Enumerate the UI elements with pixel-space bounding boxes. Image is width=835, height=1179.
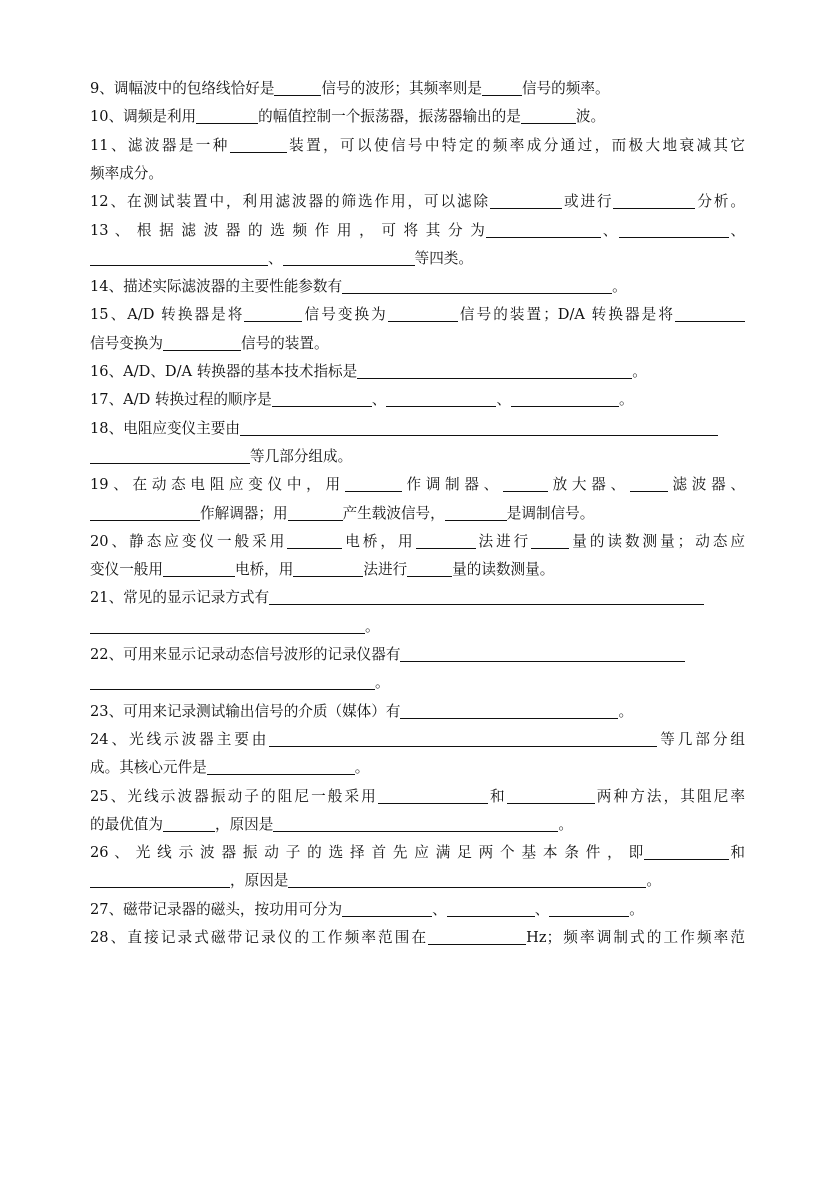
question-text: 17、A/D 转换过程的顺序是 — [90, 391, 272, 409]
question-text: 26 、 光 线 示 波 器 振 动 子 的 选 择 首 先 应 满 足 两 个 基 本 条 件 ， 即 — [90, 844, 645, 862]
question-line — [90, 444, 745, 470]
question-line — [90, 585, 745, 611]
fill-in-blank[interactable] — [378, 786, 488, 804]
fill-in-blank[interactable] — [644, 842, 729, 860]
question-text: 信号变换为 — [302, 306, 388, 324]
fill-in-blank[interactable] — [549, 899, 629, 917]
fill-in-blank[interactable] — [675, 304, 745, 322]
question-text: 频率成分。 — [90, 164, 163, 182]
question-line — [90, 133, 745, 159]
question-text: 28、直接记录式磁带记录仪的工作频率范围在 — [90, 929, 429, 946]
fill-in-blank[interactable] — [90, 446, 250, 464]
fill-in-blank[interactable] — [345, 474, 402, 492]
fill-in-blank[interactable] — [283, 248, 415, 266]
fill-in-blank[interactable] — [482, 78, 522, 96]
fill-in-blank[interactable] — [163, 333, 241, 351]
question-text: 电桥，用 — [234, 561, 294, 579]
fill-in-blank[interactable] — [163, 559, 235, 577]
fill-in-blank[interactable] — [407, 559, 452, 577]
question-text: 分析。 — [695, 193, 745, 211]
question-text: 。 — [618, 702, 634, 720]
fill-in-blank[interactable] — [269, 587, 704, 605]
question-text: Hz；频率调制式的工作频率范 — [526, 929, 745, 946]
question-text: 信号的波形；其频率则是 — [321, 80, 482, 97]
question-text: 两种方法，其阻尼率 — [594, 787, 745, 805]
fill-in-blank[interactable] — [357, 361, 632, 379]
question-text: 13 、 根 据 滤 波 器 的 选 频 作 用 ， 可 将 其 分 为 — [90, 221, 487, 239]
fill-in-blank[interactable] — [619, 220, 729, 238]
fill-in-blank[interactable] — [507, 786, 595, 804]
fill-in-blank[interactable] — [416, 531, 476, 549]
question-text: 波。 — [575, 108, 606, 126]
question-text: ，原因是 — [230, 872, 289, 890]
question-text: 法进行 — [363, 561, 408, 579]
fill-in-blank[interactable] — [342, 899, 432, 917]
fill-in-blank[interactable] — [274, 78, 321, 96]
fill-in-blank[interactable] — [207, 757, 355, 775]
question-line — [90, 472, 745, 498]
question-line — [90, 755, 745, 781]
question-line — [90, 557, 745, 583]
question-line — [90, 529, 745, 555]
question-text: 19、在动态电阻应变仪中，用 — [90, 476, 345, 494]
fill-in-blank[interactable] — [388, 304, 458, 322]
question-text: 。 — [632, 363, 647, 380]
fill-in-blank[interactable] — [90, 616, 365, 634]
fill-in-blank[interactable] — [163, 814, 215, 832]
question-text: 和 — [487, 787, 507, 805]
question-text: 27、磁带记录器的磁头，按功用可分为 — [90, 900, 343, 918]
question-line — [90, 331, 745, 357]
fill-in-blank[interactable] — [90, 672, 375, 690]
fill-in-blank[interactable] — [386, 389, 496, 407]
question-text: 等几部分组成。 — [250, 447, 353, 465]
question-line — [90, 501, 745, 527]
question-text: 信号的装置。 — [240, 334, 329, 352]
question-text: 。 — [629, 900, 644, 918]
fill-in-blank[interactable] — [288, 870, 646, 888]
question-text: 。 — [375, 674, 390, 692]
fill-in-blank[interactable] — [428, 927, 526, 945]
question-text: 作调制器、 — [401, 476, 503, 494]
question-text: 量的读数测量。 — [452, 561, 555, 579]
question-line — [90, 614, 745, 640]
question-text: 和 — [729, 844, 745, 862]
question-line — [90, 274, 745, 300]
question-text: 信号的装置；D/A 转换器是将 — [457, 306, 675, 324]
question-line — [90, 897, 745, 923]
question-text: 是调制信号。 — [506, 504, 595, 522]
question-line — [90, 161, 745, 187]
question-text: 或进行 — [562, 193, 614, 211]
fill-in-blank[interactable] — [531, 531, 569, 549]
question-text: 15、A/D 转换器是将 — [90, 306, 245, 324]
question-text: 、 — [601, 221, 619, 239]
fill-in-blank[interactable] — [613, 191, 695, 209]
question-text: 法进行 — [475, 532, 532, 550]
question-line — [90, 925, 745, 951]
question-text: 。 — [618, 391, 634, 409]
fill-in-blank[interactable] — [447, 899, 535, 917]
question-line — [90, 784, 745, 810]
question-text: 等几部分组 — [657, 730, 745, 748]
question-text: 12、在测试装置中，利用滤波器的筛选作用，可以滤除 — [90, 193, 491, 211]
fill-in-blank[interactable] — [400, 644, 685, 662]
question-text: 20、静态应变仪一般采用 — [90, 532, 288, 550]
question-text: ，原因是 — [214, 815, 274, 833]
fill-in-blank[interactable] — [230, 135, 287, 153]
question-text: 的最优值为 — [90, 815, 163, 833]
question-text: 、 — [432, 900, 447, 918]
question-line — [90, 642, 745, 668]
fill-in-blank[interactable] — [90, 503, 200, 521]
question-line — [90, 812, 745, 838]
question-line — [90, 416, 745, 442]
question-text: 23、可用来记录测试输出信号的介质（媒体）有 — [90, 702, 401, 720]
question-text: 22、可用来显示记录动态信号波形的记录仪器有 — [90, 646, 401, 663]
question-text: 的幅值控制一个振荡器，振荡器输出的是 — [258, 108, 521, 126]
fill-in-blank[interactable] — [90, 248, 268, 266]
question-text: 10、调频是利用 — [90, 108, 197, 126]
question-text: 信号变换为 — [90, 334, 163, 352]
question-line — [90, 868, 745, 894]
question-text: 。 — [365, 617, 380, 635]
question-text: 11、滤波器是一种 — [90, 136, 230, 154]
question-line — [90, 104, 745, 130]
question-text: 16、A/D、D/A 转换器的基本技术指标是 — [90, 363, 358, 380]
question-text: 25、光线示波器振动子的阻尼一般采用 — [90, 787, 378, 805]
fill-in-blank[interactable] — [288, 503, 343, 521]
question-line — [90, 699, 745, 725]
question-text: 、 — [268, 249, 283, 267]
question-line — [90, 387, 745, 413]
fill-in-blank[interactable] — [240, 418, 718, 436]
fill-in-blank[interactable] — [521, 106, 576, 124]
question-text: 装置，可以使信号中特定的频率成分通过，而极大地衰减其它 — [286, 136, 745, 154]
fill-in-blank[interactable] — [490, 191, 562, 209]
fill-in-blank[interactable] — [196, 106, 258, 124]
question-text: 量的读数测量；动态应 — [569, 532, 745, 550]
question-text: 9、调幅波中的包络线恰好是 — [90, 80, 275, 97]
question-text: 14、描述实际滤波器的主要性能参数有 — [90, 278, 343, 296]
question-text: 产生载波信号， — [342, 504, 445, 522]
question-text: 24、光线示波器主要由 — [90, 730, 270, 748]
fill-in-blank[interactable] — [400, 701, 618, 719]
question-text: 变仪一般用 — [90, 561, 163, 579]
question-text: 。 — [646, 872, 661, 890]
question-text: 。 — [558, 815, 573, 833]
question-text: 信号的频率。 — [521, 80, 610, 97]
question-text: 、 — [496, 391, 511, 409]
question-line — [90, 840, 745, 866]
question-text: 、 — [534, 900, 550, 918]
question-text: 滤波器、 — [667, 476, 745, 494]
question-text: 放大器、 — [547, 476, 630, 494]
question-text: 、 — [728, 221, 745, 239]
fill-in-blank[interactable] — [511, 389, 619, 407]
question-text: 21、常见的显示记录方式有 — [90, 589, 270, 607]
question-text: 。 — [612, 278, 627, 296]
question-text: 成。其核心元件是 — [90, 759, 207, 777]
fill-in-blank[interactable] — [287, 531, 342, 549]
question-text: 等四类。 — [414, 249, 473, 267]
question-line — [90, 359, 745, 385]
question-text: 作解调器；用 — [200, 504, 288, 522]
fill-in-blank[interactable] — [272, 389, 372, 407]
fill-in-blank[interactable] — [244, 304, 302, 322]
fill-in-blank[interactable] — [630, 474, 668, 492]
fill-in-blank[interactable] — [269, 729, 657, 747]
question-line — [90, 302, 745, 328]
fill-in-blank[interactable] — [273, 814, 558, 832]
fill-in-blank[interactable] — [445, 503, 507, 521]
question-line — [90, 670, 745, 696]
question-line — [90, 727, 745, 753]
question-text: 电桥，用 — [342, 532, 416, 550]
fill-in-blank[interactable] — [90, 870, 230, 888]
fill-in-blank[interactable] — [503, 474, 548, 492]
question-line — [90, 246, 745, 272]
fill-in-blank[interactable] — [486, 220, 601, 238]
question-line — [90, 76, 745, 102]
fill-in-blank[interactable] — [293, 559, 363, 577]
question-text: 。 — [354, 759, 370, 777]
question-text: 18、电阻应变仪主要由 — [90, 419, 240, 437]
question-line — [90, 189, 745, 215]
question-text: 、 — [371, 391, 387, 409]
fill-in-blank[interactable] — [342, 276, 612, 294]
question-line — [90, 218, 745, 244]
